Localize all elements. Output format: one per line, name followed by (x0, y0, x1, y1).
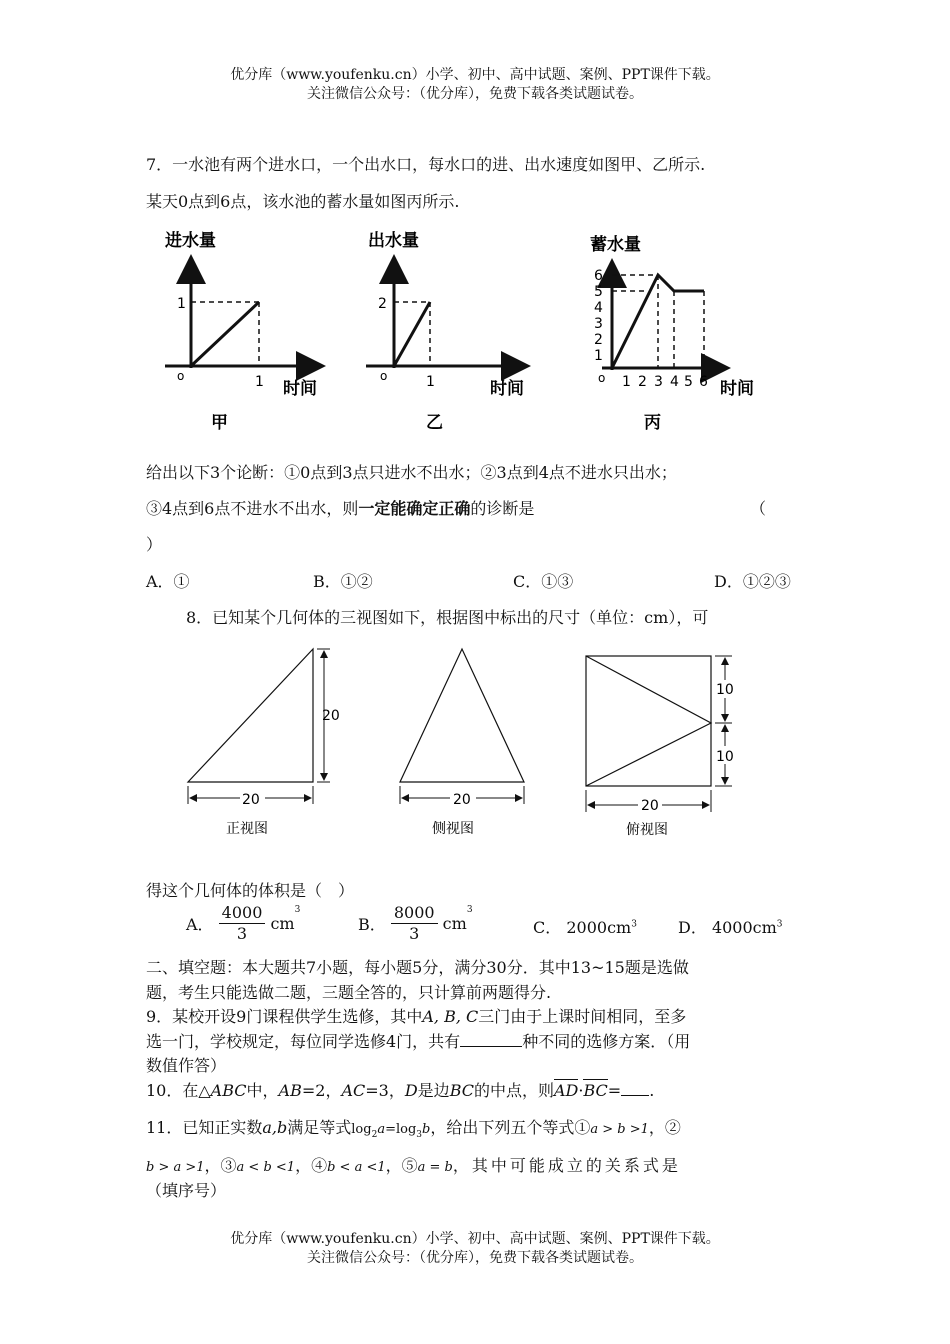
chart-inflow (155, 228, 335, 438)
chart-inflow-line (191, 302, 259, 366)
chart-storage-origin: o (598, 371, 606, 385)
q7-paren-close: ） (146, 535, 163, 554)
q7-option-b[interactable]: B．①② (313, 572, 373, 591)
chart-storage-ylabel: 蓄水量 (590, 235, 641, 255)
side-width-label: 20 (453, 792, 471, 808)
q8-line-1: 8．已知某个几何体的三视图如下，根据图中标出的尺寸（单位：cm），可 (186, 608, 709, 627)
top-view-caption: 俯视图 (626, 822, 668, 838)
top-view-square (586, 656, 711, 786)
chart-storage-ytick-3: 3 (594, 316, 603, 332)
q8-line-2: 得这个几何体的体积是（ ） (146, 881, 355, 900)
chart-inflow-origin: o (177, 369, 185, 383)
vector-ad: AD (554, 1081, 579, 1100)
chart-storage-ytick-1: 1 (594, 348, 603, 364)
chart-storage-xtick-6: 6 (699, 374, 708, 390)
top-width-label: 20 (641, 798, 659, 814)
q8-option-d[interactable]: D． $4000cm^3$ (678, 918, 783, 937)
q9-line-3: 数值作答） (146, 1056, 227, 1075)
front-view-caption: 正视图 (226, 821, 268, 837)
chart-outflow-xlabel: 时间 (490, 379, 524, 399)
chart-inflow-ylabel: 进水量 (165, 231, 216, 251)
chart-storage-xtick-4: 4 (670, 374, 679, 390)
chart-storage-caption: 丙 (644, 413, 661, 433)
q8-option-b[interactable]: B． $\frac{8000}{3}$ $cm^3$ (358, 903, 473, 943)
q11-line-1: 11．已知正实数a,b满足等式$\log_2a=\log_3b$，给出下列五个等式①a > b >1，② (146, 1118, 681, 1141)
q7-statement-1: 给出以下3个论断：①0点到3点只进水不出水；②3点到4点不进水只出水； (146, 463, 677, 482)
chart-outflow-caption: 乙 (426, 413, 443, 433)
chart-storage-ytick-2: 2 (594, 332, 603, 348)
side-view-shape (400, 649, 524, 782)
top-lower-label: 10 (716, 749, 734, 765)
top-upper-label: 10 (716, 682, 734, 698)
q7-line-1: 7．一水池有两个进水口，一个出水口，每水口的进、出水速度如图甲、乙所示. (146, 155, 706, 174)
chart-storage-ytick-6: 6 (594, 268, 603, 284)
chart-outflow-xtick: 1 (426, 374, 435, 390)
q8-option-c[interactable]: C． $2000cm^3$ (533, 918, 637, 937)
chart-storage-xtick-5: 5 (684, 374, 693, 390)
q7-line-2: 某天0点到6点，该水池的蓄水量如图丙所示. (146, 192, 460, 211)
q10-answer-blank[interactable] (621, 1081, 649, 1096)
chart-storage-xtick-2: 2 (638, 374, 647, 390)
q7-option-c[interactable]: C．①③ (513, 572, 574, 591)
q7-paren-open: （ (750, 499, 767, 518)
chart-storage-xtick-1: 1 (622, 374, 631, 390)
q11-line-3: （填序号） (146, 1181, 227, 1200)
header-line-1: 优分库（www.youfenku.cn）小学、初中、高中试题、案例、PPT课件下载。 (230, 67, 720, 83)
chart-inflow-caption: 甲 (211, 413, 228, 433)
side-view-caption: 侧视图 (432, 821, 474, 837)
chart-inflow-xtick: 1 (255, 374, 264, 390)
chart-outflow-ytick: 2 (378, 296, 387, 312)
front-width-label: 20 (242, 792, 260, 808)
q8-option-a[interactable]: A． $\frac{4000}{3}$ $cm^3$ (186, 903, 301, 943)
section2-line-1: 二、填空题：本大题共7小题，每小题5分，满分30分．其中13~15题是选做 (146, 958, 689, 977)
chart-storage (580, 228, 780, 438)
chart-storage-ytick-5: 5 (594, 284, 603, 300)
chart-storage-ytick-4: 4 (594, 300, 603, 316)
section2-line-2: 题，考生只能选做二题，三题全答的，只计算前两题得分. (146, 983, 552, 1002)
three-views-figure (180, 640, 750, 845)
vector-bc: BC (583, 1081, 608, 1100)
chart-outflow-ylabel: 出水量 (368, 231, 419, 251)
chart-outflow-line (394, 302, 430, 366)
footer-line-2: 关注微信公众号：（优分库），免费下载各类试题试卷。 (307, 1250, 643, 1266)
q11-line-2: b > a >1，③a < b <1，④b < a <1，⑤a = b，其中可能成立的关系式是 (146, 1156, 681, 1175)
q10-line: 10．在△ABC中，AB=2，AC=3，D是边BC的中点，则AD·BC= . (146, 1081, 655, 1100)
q9-answer-blank[interactable] (460, 1032, 522, 1047)
chart-storage-xlabel: 时间 (720, 379, 754, 399)
q7-option-d[interactable]: D．①②③ (714, 572, 791, 591)
q9-line-2: 选一门，学校规定，每位同学选修4门，共有 种不同的选修方案．（用 (146, 1032, 691, 1051)
front-view-shape (188, 649, 313, 782)
chart-outflow-origin: o (380, 369, 388, 383)
chart-outflow (360, 228, 540, 438)
footer-line-1: 优分库（www.youfenku.cn）小学、初中、高中试题、案例、PPT课件下载。 (230, 1231, 720, 1247)
chart-storage-xtick-3: 3 (654, 374, 663, 390)
chart-inflow-ytick: 1 (177, 296, 186, 312)
chart-inflow-xlabel: 时间 (283, 379, 317, 399)
q7-statement-2: ③4点到6点不进水不出水，则一定能确定正确的诊断是 (146, 499, 535, 518)
q7-option-a[interactable]: A．① (146, 572, 190, 591)
front-height-label: 20 (322, 708, 340, 724)
q9-line-1: 9．某校开设9门课程供学生选修，其中A, B, C三门由于上课时间相同，至多 (146, 1007, 687, 1026)
top-view-triangle (586, 656, 711, 786)
header-line-2: 关注微信公众号：（优分库），免费下载各类试题试卷。 (307, 86, 643, 102)
